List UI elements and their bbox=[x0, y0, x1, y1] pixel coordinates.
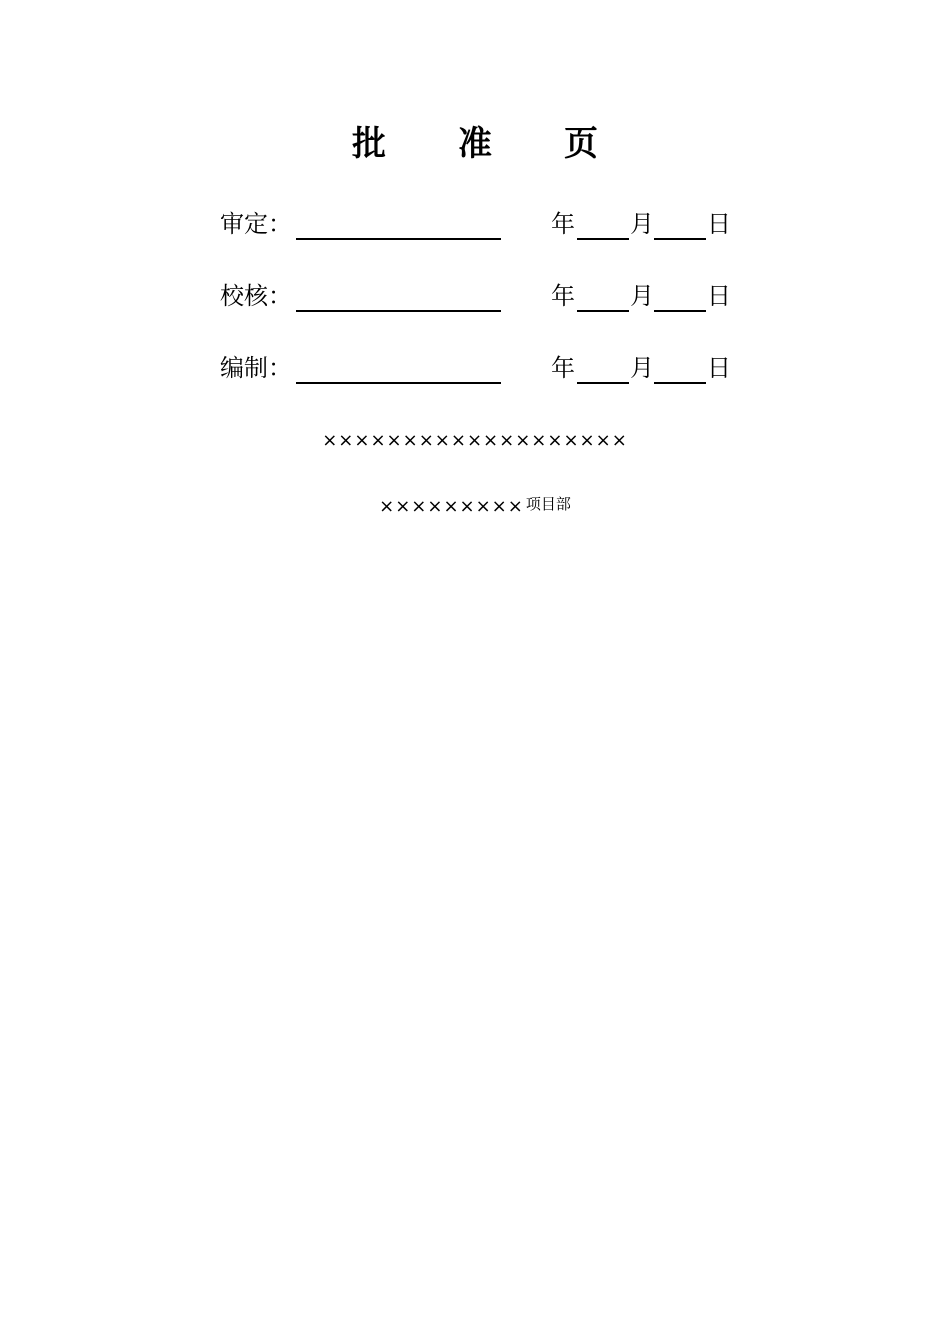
department-name bbox=[0, 494, 950, 520]
review-row bbox=[220, 204, 740, 244]
compile-label: 编制： bbox=[220, 354, 292, 382]
department-suffix: 项目部 bbox=[525, 495, 571, 513]
review-label: 审定： bbox=[220, 210, 292, 238]
compile-month-label: 月 bbox=[630, 354, 654, 382]
check-signature-line[interactable] bbox=[296, 310, 501, 312]
review-day-label: 日 bbox=[707, 210, 731, 238]
compile-year-label: 年 bbox=[551, 354, 575, 382]
page-title bbox=[0, 122, 950, 166]
check-year-label: 年 bbox=[551, 282, 575, 310]
review-month-blank[interactable] bbox=[654, 238, 706, 240]
review-signature-line[interactable] bbox=[296, 238, 501, 240]
check-month-label: 月 bbox=[630, 282, 654, 310]
review-month-label: 月 bbox=[630, 210, 654, 238]
review-year-label: 年 bbox=[551, 210, 575, 238]
compile-year-blank[interactable] bbox=[577, 382, 629, 384]
check-year-blank[interactable] bbox=[577, 310, 629, 312]
title-char-3: 页 bbox=[564, 124, 598, 164]
check-day-label: 日 bbox=[707, 282, 731, 310]
title-char-1: 批 bbox=[352, 124, 386, 164]
check-row bbox=[220, 276, 740, 316]
compile-row bbox=[220, 348, 740, 388]
title-char-2: 准 bbox=[458, 124, 492, 164]
review-year-blank[interactable] bbox=[577, 238, 629, 240]
check-month-blank[interactable] bbox=[654, 310, 706, 312]
compile-signature-line[interactable] bbox=[296, 382, 501, 384]
compile-day-label: 日 bbox=[707, 354, 731, 382]
compile-month-blank[interactable] bbox=[654, 382, 706, 384]
check-label: 校核： bbox=[220, 282, 292, 310]
department-placeholder: ××××××××× bbox=[379, 496, 524, 517]
organization-name: ××××××××××××××××××× bbox=[322, 430, 628, 451]
